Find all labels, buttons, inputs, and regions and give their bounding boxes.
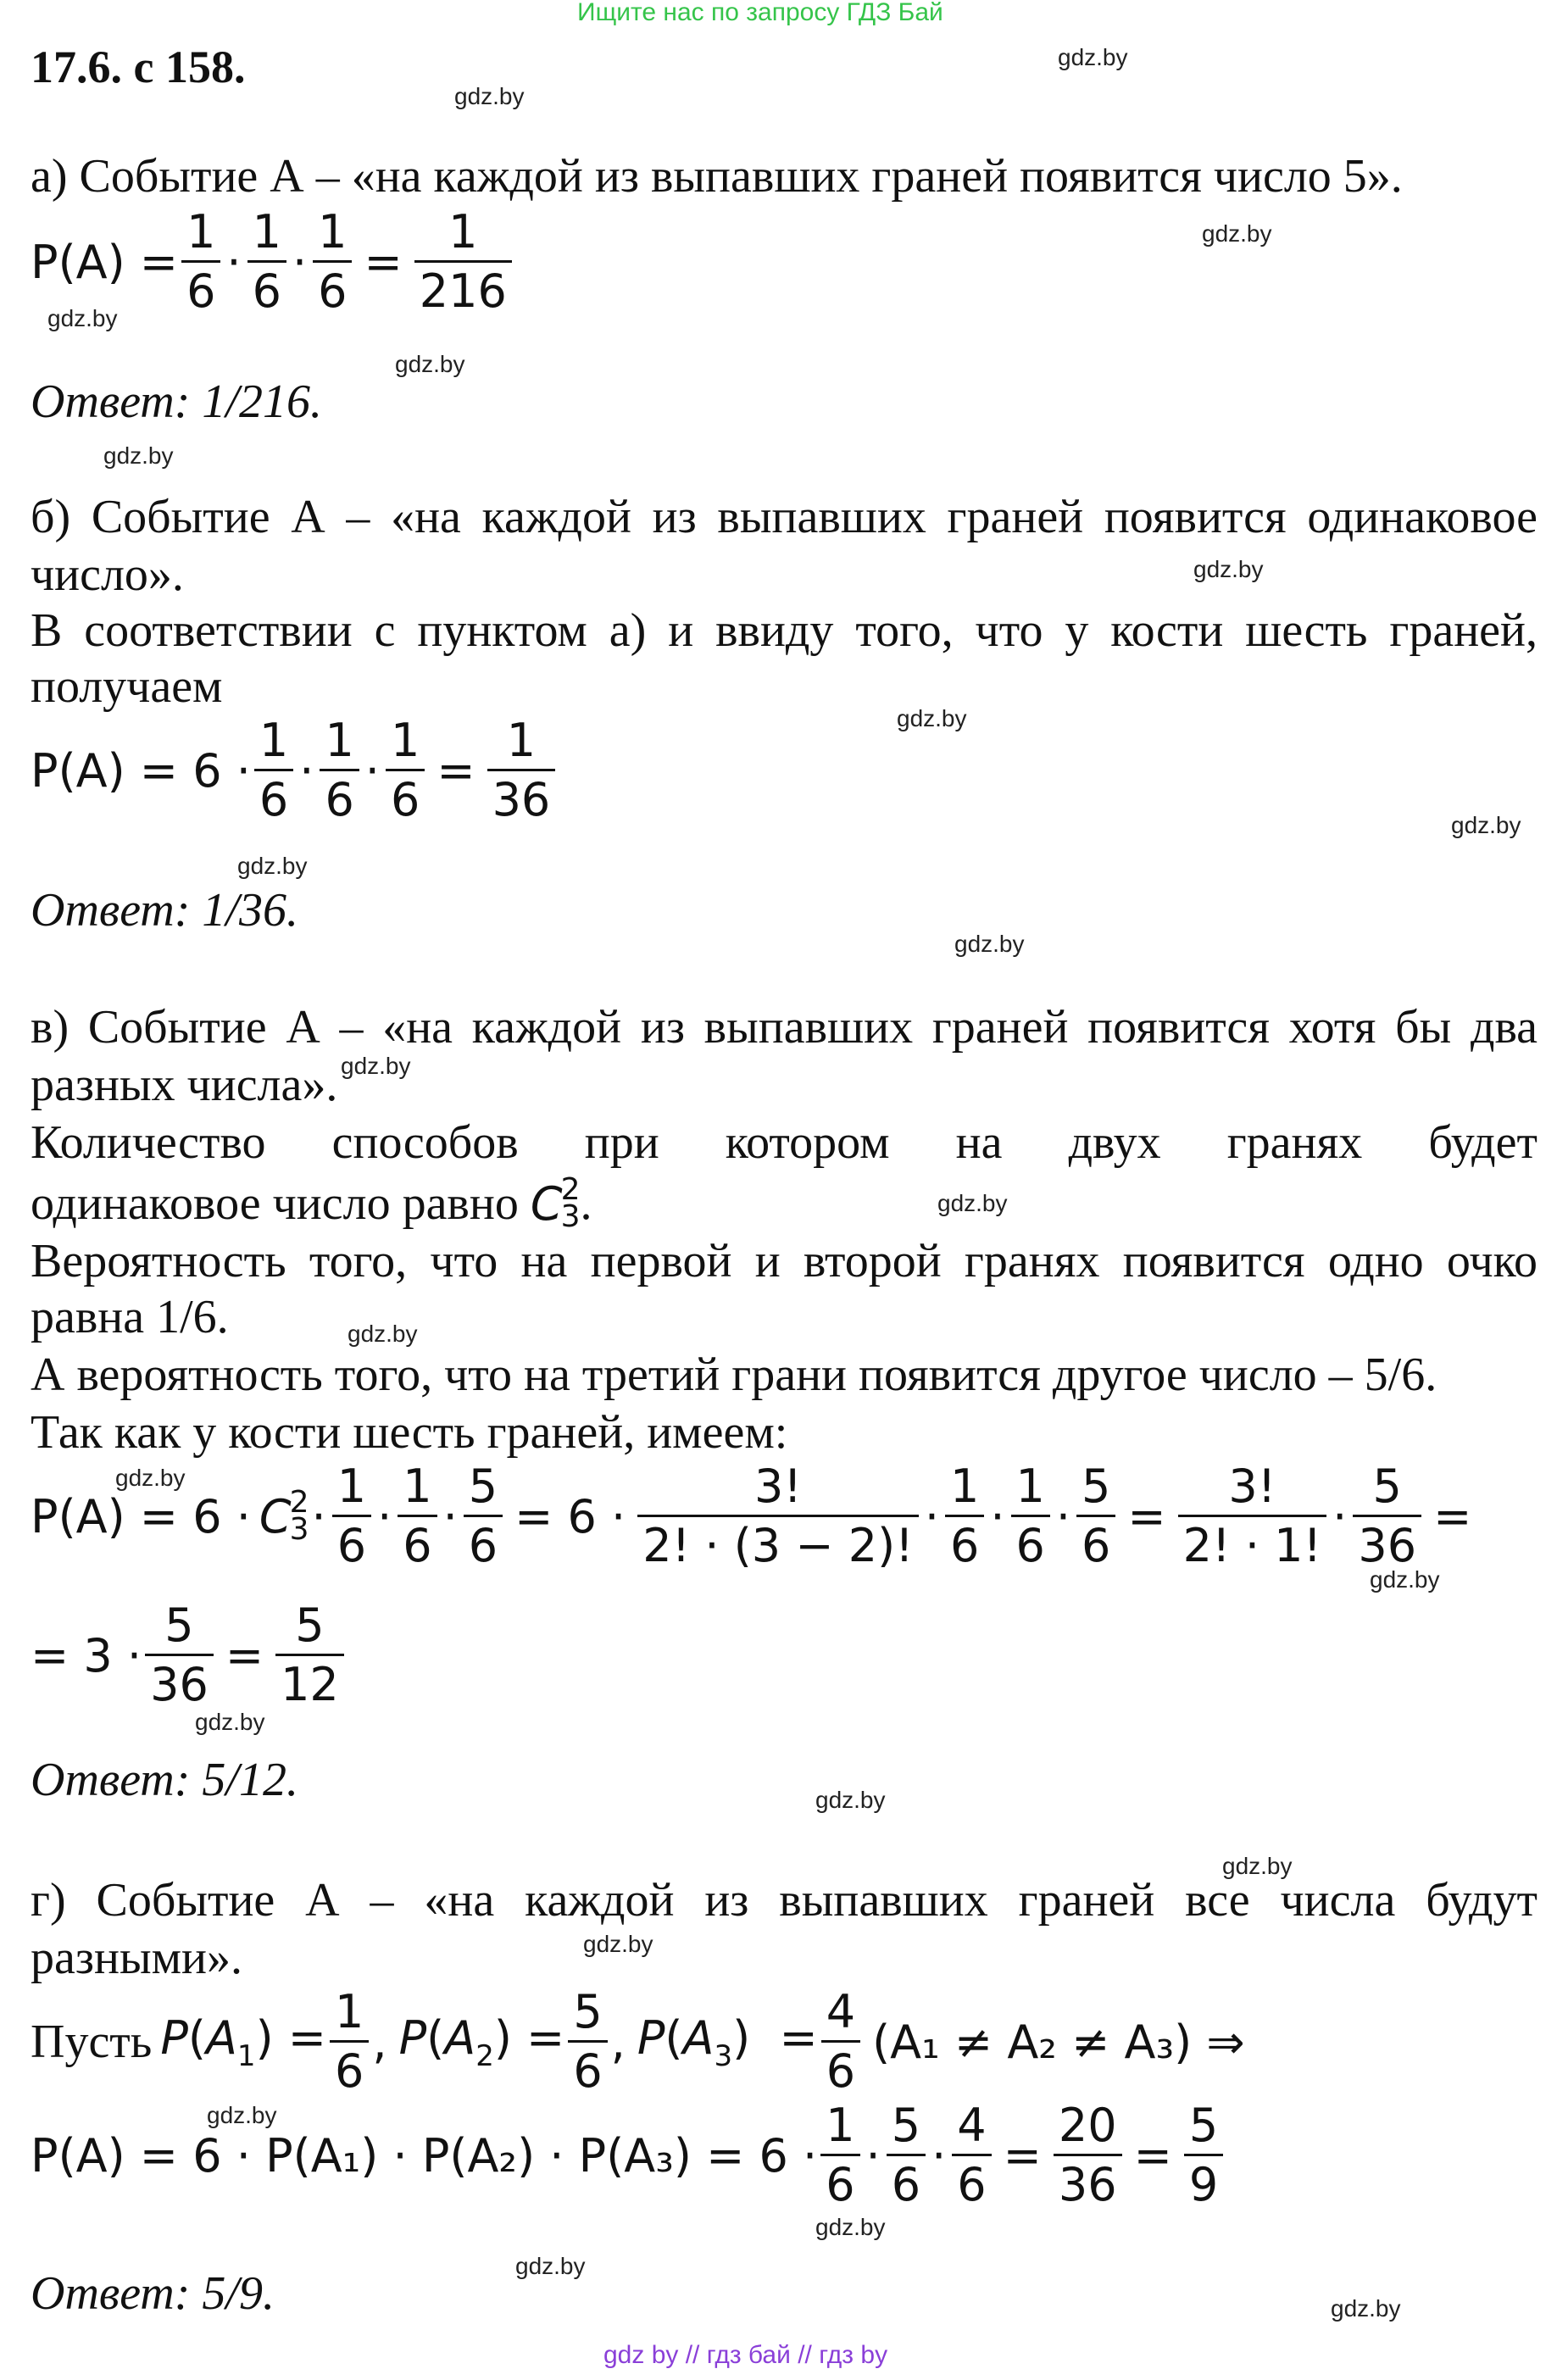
watermark: gdz.by: [897, 705, 967, 731]
part-c-formula-line1: P(A) = 6 · C 2 3 · $\frac{1}{6}$ · $\frac{1}{6}$ · $\frac{5}{6}$ = 6 · $\frac{3!}{2! \cdot (3 - 2)!}$ · $\frac{1}{6}$ · $\frac{1}{6}$ · $\frac{5}{6}$ = $\frac{3!}{2! \cdot 1!}$ · $\frac{5}{36}$ =: [31, 1460, 1472, 1572]
watermark: gdz.by: [47, 305, 118, 331]
page-title: 17.6. с 158.: [31, 42, 246, 92]
part-c-event: в) Событие А – «на каждой из выпавших граней появится хотя бы два: [31, 1001, 1538, 1054]
watermark: gdz.by: [515, 2253, 586, 2279]
part-d-answer: Ответ: 5/9.: [31, 2267, 275, 2320]
part-c-text3: А вероятность того, что на третий грани появится другое число – 5/6.: [31, 1348, 1437, 1401]
part-a-answer: Ответ: 1/216.: [31, 375, 322, 428]
part-d-event: г) Событие А – «на каждой из выпавших граней все числа будут: [31, 1874, 1538, 1927]
part-b-text-cont: получаем: [31, 660, 223, 713]
watermark: gdz.by: [454, 83, 525, 109]
watermark: gdz.by: [195, 1709, 265, 1735]
watermark: gdz.by: [237, 853, 308, 879]
top-banner: Ищите нас по запросу ГДЗ Бай: [577, 0, 943, 26]
watermark: gdz.by: [815, 1787, 886, 1813]
part-c-answer: Ответ: 5/12.: [31, 1754, 298, 1806]
part-d-let: Пусть $P(A_1)$ = $\frac{1}{6}$ , $P(A_2)$ = $\frac{5}{6}$ , $P(A_3)$ = $\frac{4}{6}$ (A₁ ≠ A₂ ≠ A₃) ⇒: [31, 1985, 1245, 2098]
part-a-formula: P(A) = $\frac{1}{6}$ · $\frac{1}{6}$ · $\frac{1}{6}$ = $\frac{1}{216}$: [31, 209, 515, 315]
watermark: gdz.by: [1370, 1566, 1440, 1593]
part-c-event-cont: разных числа».: [31, 1059, 338, 1111]
footer-links[interactable]: gdz by // гдз бай // гдз by: [603, 2341, 888, 2369]
watermark: gdz.by: [1202, 220, 1272, 247]
watermark: gdz.by: [341, 1053, 411, 1079]
part-c-text4: Так как у кости шесть граней, имеем:: [31, 1406, 788, 1459]
watermark: gdz.by: [1331, 2295, 1401, 2322]
part-c-text1-cont: одинаковое число равно C 2 3 .: [31, 1172, 592, 1235]
part-c-text1: Количество способов при котором на двух гранях будет: [31, 1116, 1538, 1169]
watermark: gdz.by: [207, 2102, 277, 2128]
part-a-event: а) Событие А – «на каждой из выпавших граней появится число 5».: [31, 150, 1403, 203]
watermark: gdz.by: [954, 931, 1025, 957]
part-c-text2-cont: равна 1/6.: [31, 1291, 229, 1343]
part-b-text: В соответствии с пунктом а) и ввиду того, что у кости шесть граней,: [31, 604, 1538, 657]
watermark: gdz.by: [1193, 556, 1264, 582]
part-b-event: б) Событие А – «на каждой из выпавших граней появится одинаковое: [31, 491, 1538, 543]
watermark: gdz.by: [937, 1190, 1008, 1216]
watermark: gdz.by: [348, 1321, 418, 1347]
watermark: gdz.by: [103, 442, 174, 469]
part-c-formula-line2: = 3 · $\frac{5}{36}$ = $\frac{5}{12}$: [31, 1602, 348, 1709]
part-c-text2: Вероятность того, что на первой и второй гранях появится одно очко: [31, 1235, 1538, 1287]
watermark: gdz.by: [395, 351, 465, 377]
watermark: gdz.by: [115, 1465, 186, 1491]
part-b-event-cont: число».: [31, 548, 184, 601]
watermark: gdz.by: [815, 2214, 886, 2240]
part-d-event-cont: разными».: [31, 1932, 242, 1984]
part-b-formula: P(A) = 6 · $\frac{1}{6}$ · $\frac{1}{6}$ · $\frac{1}{6}$ = $\frac{1}{36}$: [31, 717, 559, 824]
watermark: gdz.by: [1058, 44, 1128, 70]
watermark: gdz.by: [583, 1931, 653, 1957]
watermark: gdz.by: [1451, 812, 1521, 838]
watermark: gdz.by: [1222, 1853, 1293, 1879]
part-d-formula: P(A) = 6 · P(A₁) · P(A₂) · P(A₃) = 6 · $\frac{1}{6}$ · $\frac{5}{6}$ · $\frac{4}{6}$ = $\frac{20}{36}$ = $\frac{5}{9}$: [31, 2102, 1226, 2209]
part-b-answer: Ответ: 1/36.: [31, 884, 298, 937]
